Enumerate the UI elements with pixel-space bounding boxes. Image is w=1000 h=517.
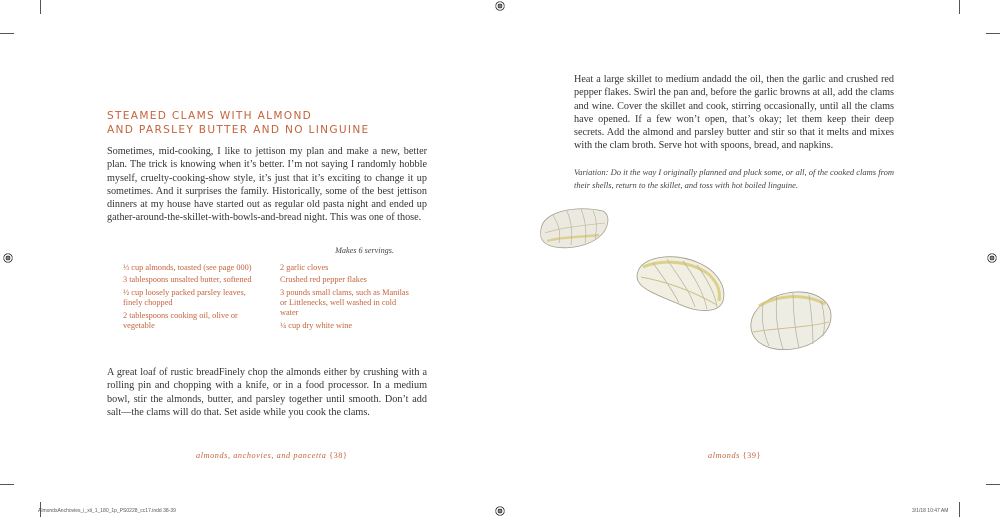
yield-text: Makes 6 servings. [335, 246, 394, 255]
ingredient-item: ½ cup loosely packed parsley leaves, finely chopped [123, 287, 246, 308]
ingredient-item: 2 garlic cloves [280, 263, 329, 272]
crop-mark [0, 33, 14, 34]
recipe-title-line-2: AND PARSLEY BUTTER AND NO LINGUINE [107, 124, 370, 136]
clam-icon [537, 203, 611, 251]
method-paragraph-2: Heat a large skillet to medium andadd the oil, then the garlic and crushed red pepper flakes. Swirl the pan and, before the garlic browns at all, add the clams and wine. Cover the skillet and cook, stirring occasionally, until all the clams have opened. If a few won’t open, that’s okay; let them keep their deep secrets. Add the almond and parsley butter and stir so that it melts and mixes with the clam broth. Serve hot with spoons, bread, and napkins. [574, 74, 894, 152]
running-head-left: almonds, anchovies, and pancetta [196, 451, 327, 460]
method-paragraph-1: A great loaf of rustic breadFinely chop the almonds either by crushing with a rolling pin and chopping with a knife, or in a food processor. In a medium bowl, stir the almonds, butter, and parsley together until smooth. Don’t add salt—the clams will do that. Set aside while you cook the clams. [107, 367, 427, 418]
folio-left [196, 451, 348, 460]
running-head-right: almonds [708, 451, 740, 460]
ingredient-item: Crushed red pepper flakes [280, 275, 367, 285]
page-number-left: {38} [329, 451, 348, 460]
ingredients-left-column [123, 263, 263, 333]
page-number-right: {39} [742, 451, 762, 460]
crop-mark [986, 484, 1000, 485]
clam-icon [745, 288, 835, 352]
date-slug: 3/1/18 10:47 AM [912, 508, 949, 514]
registration-mark-icon [3, 253, 13, 263]
headnote-paragraph: Sometimes, mid-cooking, I like to jettison my plan and make a new, better plan. The trick is knowing when it’s better. I’m not saying I randomly hobble myself, cruelty-cooking-show style, it’s just that it’s exciting to change it up sometimes. And it surprises the family. Historically, some of the best jettison dinners at my house have started out as regular old pasta night and ended up gather-around-the-skillet-with-bowls-and-bread night. This was one of those. [107, 146, 427, 224]
ingredient-item: ⅓ cup almonds, toasted (see page 000) [123, 263, 252, 272]
crop-mark [0, 484, 14, 485]
file-slug: AlmondsAnchovies_i_xii_1_180_1p_PS0228_cc17.indd 38-39 [38, 508, 176, 514]
registration-mark-icon [495, 506, 505, 516]
ingredients-right-column [280, 263, 410, 333]
crop-mark [986, 33, 1000, 34]
recipe-title-line-1: STEAMED CLAMS WITH ALMOND [107, 110, 313, 122]
ingredient-item: 2 tablespoons cooking oil, olive or vegetable [123, 310, 238, 330]
folio-right [708, 451, 761, 460]
ingredient-item: 3 pounds small clams, such as Manilas or Littlenecks, well washed in cold water [280, 287, 409, 318]
registration-mark-icon [495, 1, 505, 11]
recipe-title [107, 109, 407, 137]
crop-mark [959, 0, 960, 14]
crop-mark [40, 0, 41, 14]
variation-note: Variation: Do it the way I originally planned and pluck some, or all, of the cooked clams from their shells, return to the skillet, and toss with hot boiled linguine. [574, 167, 894, 190]
ingredient-item: ¼ cup dry white wine [280, 320, 353, 330]
clam-icon [633, 251, 728, 315]
crop-mark [959, 502, 960, 517]
registration-mark-icon [987, 253, 997, 263]
ingredient-item: 3 tablespoons unsalted butter, softened [123, 275, 252, 285]
